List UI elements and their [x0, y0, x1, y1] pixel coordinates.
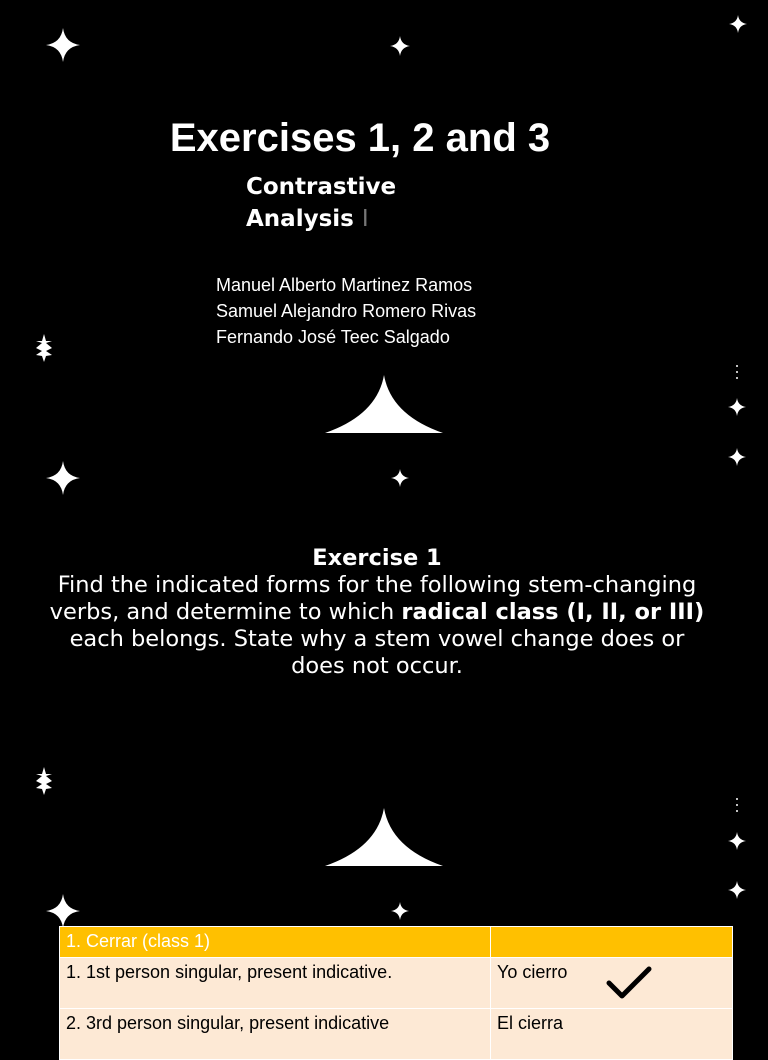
- exercise-text-part: Find the indicated forms for the following stem-changing verbs, and determine to which: [49, 572, 697, 625]
- check-icon: [606, 966, 652, 1004]
- table-cell: 1. 1st person singular, present indicative.: [60, 958, 491, 1009]
- sparkle-icon: [46, 28, 80, 65]
- author-name: Fernando José Teec Salgado: [216, 327, 450, 347]
- table-cell: 2. 3rd person singular, present indicative: [60, 1009, 491, 1060]
- sparkle-icon: [728, 448, 746, 469]
- table-header-row: [60, 927, 733, 958]
- slide-title: Exercises 1, 2 and 3: [169, 116, 551, 160]
- author-name: Samuel Alejandro Romero Rivas: [216, 301, 477, 321]
- sparkle-icon: [391, 469, 409, 490]
- tent-icon: [325, 808, 443, 871]
- sparkle-icon: [728, 832, 746, 853]
- slide-subtitle: [246, 171, 486, 235]
- table-header-cell: [491, 927, 733, 958]
- subtitle-line-1: Contrastive: [246, 174, 397, 200]
- exercise-text: [40, 572, 714, 680]
- author-name: Manuel Alberto Martinez Ramos: [216, 275, 473, 295]
- table-row: [60, 1009, 733, 1060]
- subtitle-text: Analysis: [246, 206, 354, 232]
- sparkle-icon: [729, 15, 747, 36]
- table-cell: El cierra: [491, 1009, 733, 1060]
- author-list: [216, 272, 476, 350]
- exercise-heading: Exercise 1: [312, 545, 442, 571]
- sparkle-icon: [728, 881, 746, 902]
- sparkle-icon: [735, 797, 739, 816]
- sparkle-icon: [36, 767, 52, 798]
- exercise-text-bold: radical class (I, II, or III): [401, 599, 705, 625]
- table-cell: Yo cierro: [491, 958, 733, 1009]
- exercise-instructions: [40, 545, 714, 680]
- sparkle-icon: [36, 334, 52, 365]
- sparkle-icon: [46, 461, 80, 498]
- exercise-text-part: each belongs. State why a stem vowel change does or does not occur.: [69, 626, 685, 679]
- subtitle-line-2: [246, 203, 486, 235]
- sparkle-icon: [391, 902, 409, 923]
- text-cursor: I: [361, 206, 369, 232]
- sparkle-icon: [390, 36, 410, 59]
- tent-icon: [325, 375, 443, 438]
- sparkle-icon: [735, 364, 739, 383]
- sparkle-icon: [728, 398, 746, 419]
- table-header-cell: 1. Cerrar (class 1): [60, 927, 491, 958]
